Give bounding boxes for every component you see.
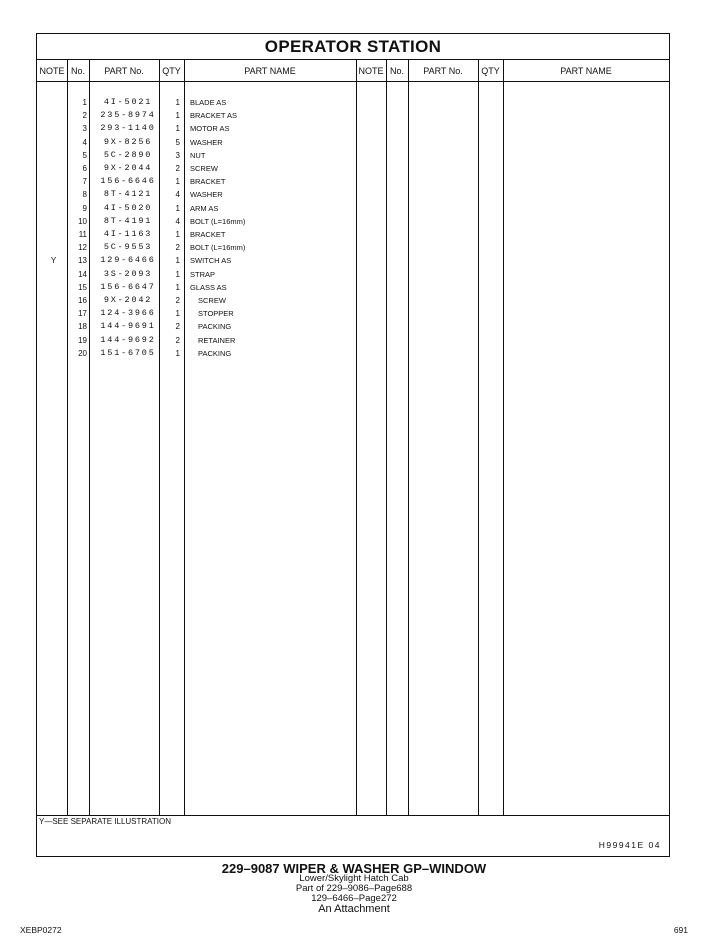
row-part-name: RETAINER <box>198 335 236 345</box>
row-number: 19 <box>78 335 87 345</box>
caption-line-3: Part of 229–9086–Page688 <box>295 883 413 894</box>
row-part-name: MOTOR AS <box>190 124 230 134</box>
group-title: 229–9087 WIPER & WASHER GP–WINDOW <box>221 861 487 876</box>
footnote: Y—SEE SEPARATE ILLUSTRATION <box>39 817 172 826</box>
row-quantity: 2 <box>175 335 180 345</box>
header-no-right: No. <box>389 66 404 76</box>
row-part-name: SCREW <box>190 164 218 173</box>
row-quantity: 2 <box>175 322 180 332</box>
row-number: 5 <box>82 150 87 160</box>
header-part-no-left: PART No. <box>104 66 144 76</box>
row-part-number: 235-8974 <box>100 110 156 121</box>
table-row <box>37 122 357 135</box>
row-part-number: 5C-9553 <box>103 242 153 253</box>
table-row <box>37 320 357 333</box>
caption-line-4: 129–6466–Page272 <box>311 893 397 904</box>
row-part-number: 8T-4121 <box>103 189 153 200</box>
header-part-name-right: PART NAME <box>560 66 612 76</box>
table-row <box>37 294 357 307</box>
page-number: 691 <box>673 925 688 935</box>
row-number: 16 <box>78 296 87 305</box>
row-part-number: 156-6647 <box>100 281 156 292</box>
table-row <box>37 96 357 109</box>
row-number: 13 <box>78 256 87 266</box>
table-row <box>37 202 357 215</box>
row-number: 18 <box>78 322 87 332</box>
row-part-name: NUT <box>190 150 206 160</box>
header-part-name-left: PART NAME <box>244 66 296 76</box>
row-part-number: 9X-8256 <box>103 136 153 147</box>
table-row <box>37 228 357 241</box>
row-part-number: 151-6705 <box>100 347 156 358</box>
row-quantity: 1 <box>175 230 180 239</box>
header-no-left: No. <box>70 66 85 76</box>
column-divider <box>478 60 479 816</box>
document-id: XEBP0272 <box>20 925 62 935</box>
header-part-no-right: PART No. <box>423 66 463 76</box>
row-part-number: 9X-2042 <box>103 295 153 305</box>
row-quantity: 2 <box>175 243 180 253</box>
row-number: 2 <box>82 111 87 121</box>
parts-table-frame <box>36 33 670 857</box>
row-number: 14 <box>78 269 87 279</box>
table-row <box>37 149 357 162</box>
table-row <box>37 175 357 188</box>
column-divider <box>503 60 504 816</box>
row-part-name: BOLT (L=16mm) <box>190 216 246 226</box>
table-row <box>37 162 357 175</box>
row-part-name: BRACKET <box>190 177 226 187</box>
row-part-name: ARM AS <box>190 203 219 213</box>
row-part-name: STRAP <box>190 269 216 279</box>
table-row <box>37 254 357 267</box>
row-part-number: 9X-2044 <box>103 163 153 173</box>
header-note-left: NOTE <box>39 66 65 76</box>
row-part-name: SWITCH AS <box>190 256 232 266</box>
row-quantity: 2 <box>175 164 180 173</box>
row-number: 3 <box>82 124 87 134</box>
table-row <box>37 188 357 201</box>
row-part-name: GLASS AS <box>190 282 227 292</box>
row-number: 11 <box>78 230 87 239</box>
row-quantity: 3 <box>175 150 180 160</box>
row-part-number: 156-6646 <box>100 176 156 187</box>
caption-line-2: Lower/Skylight Hatch Cab <box>299 873 409 884</box>
row-part-number: 3S-2093 <box>103 268 153 279</box>
table-bottom-rule <box>37 815 669 816</box>
row-number: 17 <box>78 309 87 319</box>
row-quantity: 1 <box>175 177 180 187</box>
row-quantity: 2 <box>175 296 180 305</box>
row-number: 12 <box>78 243 87 253</box>
table-row <box>37 307 357 320</box>
row-quantity: 1 <box>175 98 180 107</box>
row-part-name: BOLT (L=16mm) <box>190 243 246 253</box>
row-quantity: 1 <box>175 282 180 292</box>
row-part-name: PACKING <box>198 348 232 358</box>
row-quantity: 1 <box>175 111 180 121</box>
row-number: 20 <box>78 348 87 358</box>
row-quantity: 4 <box>175 216 180 226</box>
row-number: 15 <box>78 282 87 292</box>
column-divider <box>408 60 409 816</box>
reference-code: H99941E 04 <box>598 840 661 850</box>
row-part-number: 124-3966 <box>100 308 156 319</box>
row-part-name: PACKING <box>198 322 232 332</box>
header-note-right: NOTE <box>358 66 384 76</box>
row-number: 7 <box>82 177 87 187</box>
row-part-number: 5C-2890 <box>103 149 153 160</box>
row-part-number: 4I-5020 <box>103 202 153 213</box>
row-part-number: 293-1140 <box>100 123 156 134</box>
row-number: 6 <box>82 164 87 173</box>
row-quantity: 1 <box>175 203 180 213</box>
row-part-name: WASHER <box>190 137 223 147</box>
row-part-name: BRACKET AS <box>190 111 237 121</box>
caption-line-5: An Attachment <box>318 903 390 915</box>
table-row <box>37 268 357 281</box>
row-quantity: 1 <box>175 256 180 266</box>
row-quantity: 1 <box>175 309 180 319</box>
row-quantity: 5 <box>175 137 180 147</box>
table-row <box>37 241 357 254</box>
row-number: 1 <box>82 98 87 107</box>
table-row <box>37 109 357 122</box>
row-quantity: 1 <box>175 124 180 134</box>
row-part-name: STOPPER <box>198 309 234 319</box>
header-qty-left: QTY <box>162 66 181 76</box>
row-number: 9 <box>82 203 87 213</box>
table-row <box>37 136 357 149</box>
row-part-number: 144-9692 <box>100 334 156 345</box>
table-row <box>37 347 357 360</box>
row-part-number: 4I-1163 <box>103 229 153 239</box>
row-number: 10 <box>78 216 87 226</box>
row-part-number: 4I-5021 <box>103 97 153 107</box>
row-number: 8 <box>82 190 87 200</box>
column-divider <box>386 60 387 816</box>
header-qty-right: QTY <box>481 66 500 76</box>
row-number: 4 <box>82 137 87 147</box>
table-row <box>37 281 357 294</box>
row-note: Y <box>50 256 57 266</box>
row-part-name: WASHER <box>190 190 223 200</box>
row-quantity: 4 <box>175 190 180 200</box>
row-part-number: 144-9691 <box>100 321 156 332</box>
row-quantity: 1 <box>175 269 180 279</box>
row-quantity: 1 <box>175 348 180 358</box>
table-row <box>37 215 357 228</box>
row-part-number: 8T-4191 <box>103 215 153 226</box>
row-part-name: BRACKET <box>190 230 226 239</box>
row-part-name: SCREW <box>198 296 226 305</box>
page-title: OPERATOR STATION <box>37 34 669 60</box>
table-row <box>37 334 357 347</box>
row-part-name: BLADE AS <box>190 98 227 107</box>
row-part-number: 129-6466 <box>100 255 156 266</box>
column-header-row <box>37 60 669 82</box>
